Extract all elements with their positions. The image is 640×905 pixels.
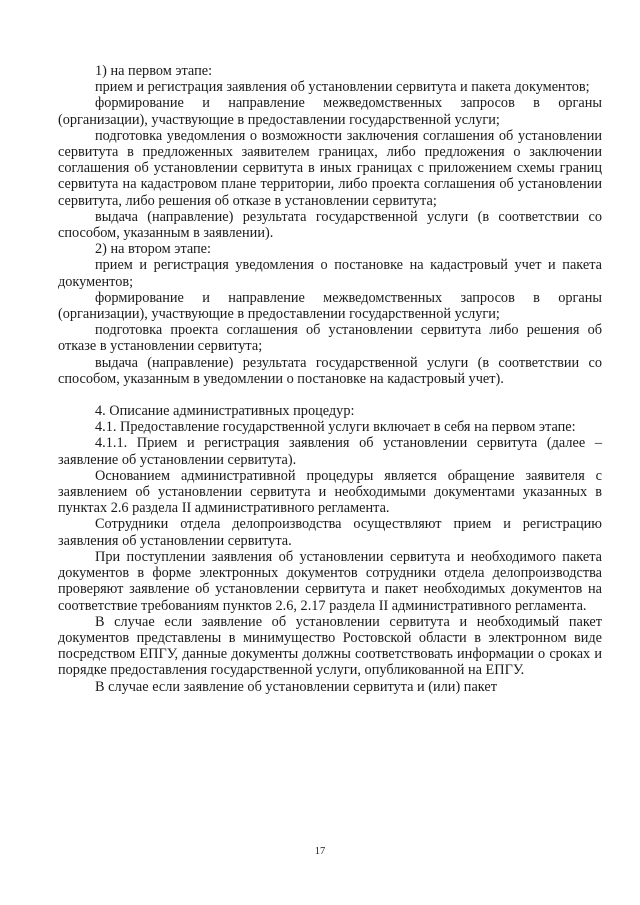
- page-number: 17: [314, 846, 326, 857]
- stage-2-item-agreement: подготовка проекта соглашения об установлении сервитута либо решения об отказе в установлении сервитута;: [58, 322, 602, 355]
- stage-2-item-requests: формирование и направление межведомственных запросов в органы (организации), участвующие в предоставлении государственной услуги;: [58, 289, 602, 323]
- section-4: [58, 403, 602, 695]
- stages-list: [58, 63, 602, 387]
- stage-1-item-requests: формирование и направление межведомственных запросов в органы (организации), участвующие в предоставлении государственной услуги;: [58, 95, 602, 128]
- section-4-heading: 4. Описание административных процедур:: [95, 403, 355, 420]
- stage-2-item-result: выдача (направление) результата государственной услуги (в соответствии со способом, указанным в уведомлении о постановке на кадастровый учет).: [58, 354, 602, 387]
- stage-1-item-reception: прием и регистрация заявления об установлении сервитута и пакета документов;: [95, 79, 590, 96]
- paragraph-staff: Сотрудники отдела делопроизводства осуществляют прием и регистрацию заявления об установлении сервитута.: [58, 516, 602, 549]
- paragraph-electronic-check: При поступлении заявления об установлении сервитута и необходимого пакета документов в форме электронных документов сотрудники отдела делопроизводства проверяют заявление об установлении сервитута и пакет необходимых документов на соответствие требованиям пунктов 2.6, 2.17 раздела II административного регламента.: [58, 548, 602, 614]
- stage-1-heading: 1) на первом этапе:: [95, 63, 213, 79]
- paragraph-basis: Основанием административной процедуры является обращение заявителя с заявлением об установлении сервитута и необходимыми документами указанных в пунктах 2.6 раздела II административного регламента.: [58, 467, 602, 517]
- document-page: [58, 63, 602, 695]
- clause-4-1-1: 4.1.1. Прием и регистрация заявления об установлении сервитута (далее – заявление об установлении сервитута).: [58, 435, 602, 468]
- clause-4-1: 4.1. Предоставление государственной услуги включает в себя на первом этапе:: [95, 419, 576, 436]
- paragraph-gap: [58, 387, 602, 403]
- paragraph-continued: В случае если заявление об установлении сервитута и (или) пакет: [95, 678, 497, 695]
- stage-2-item-reception: прием и регистрация уведомления о постановке на кадастровый учет и пакета документов;: [58, 257, 602, 290]
- stage-1-item-notification: подготовка уведомления о возможности заключения соглашения об установлении сервитута в предложенных заявителем границах, либо предложения о заключении соглашения об установлении сервитута в иных границах с приложением схемы границ сервитута на кадастровом плане территории, либо проекта соглашения об установлении сервитута, либо решения об отказе в установлении сервитута;: [58, 127, 602, 209]
- stage-2-heading: 2) на втором этапе:: [95, 241, 211, 258]
- paragraph-epgu: В случае если заявление об установлении сервитута и необходимый пакет документов представлены в минимущество Ростовской области в электронном виде посредством ЕПГУ, данные документы должны соответствовать информации о сроках и порядке предоставления государственной услуги, опубликованной на ЕПГУ.: [58, 613, 602, 679]
- stage-1-item-result: выдача (направление) результата государственной услуги (в соответствии со способом, указанным в заявлении).: [58, 208, 602, 242]
